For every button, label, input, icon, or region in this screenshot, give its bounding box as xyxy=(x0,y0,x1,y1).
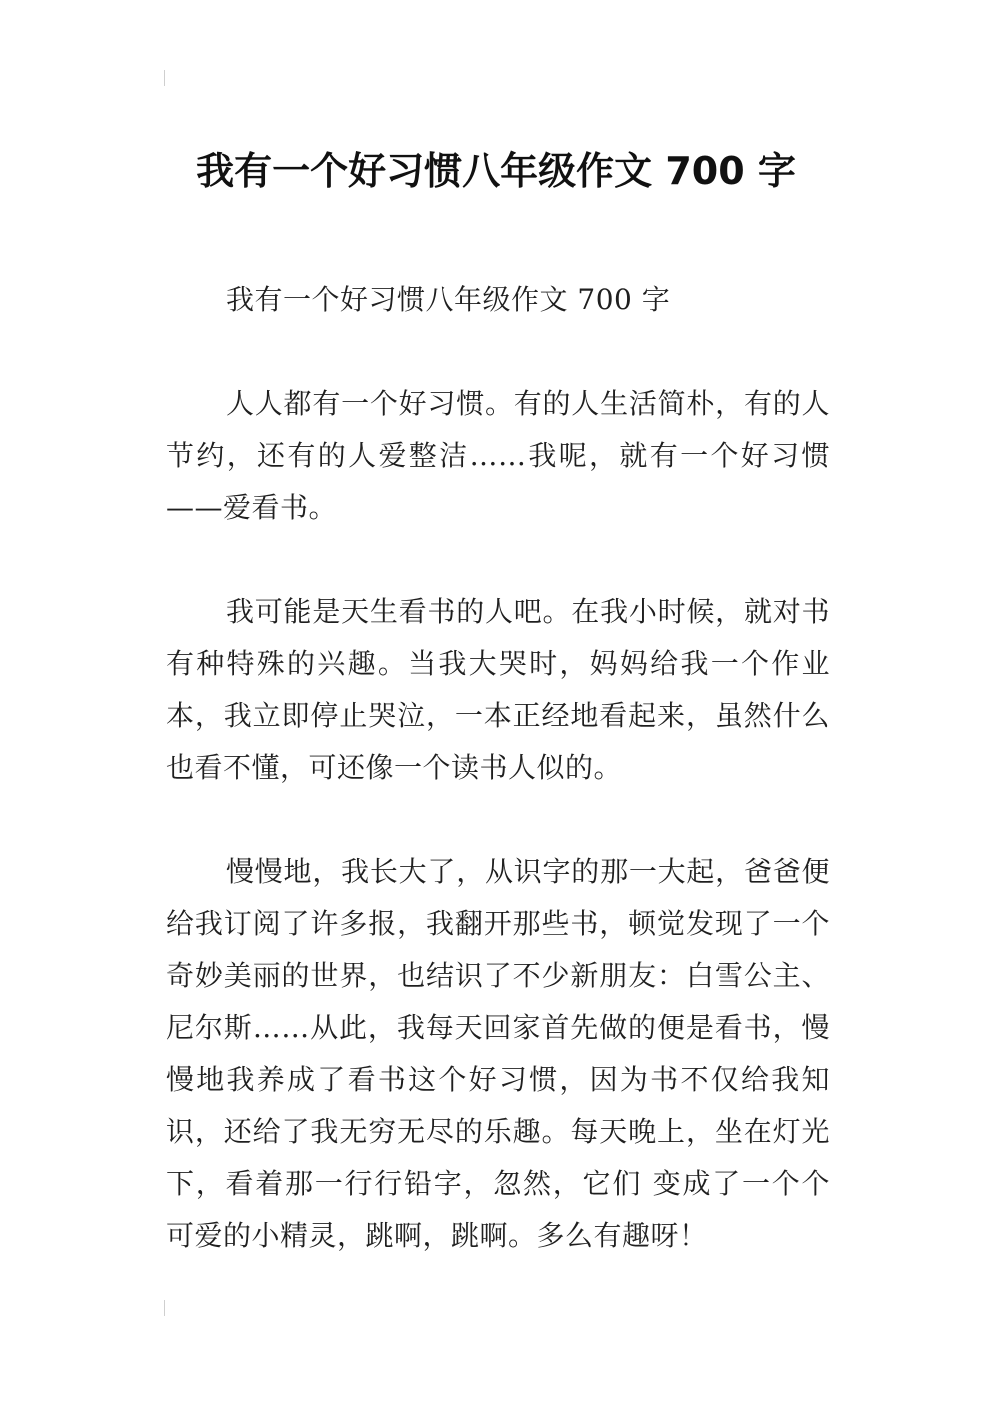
paragraph-2: 我可能是天生看书的人吧。在我小时候，就对书有种特殊的兴趣。当我大哭时，妈妈给我一个作业本，我立即停止哭泣，一本正经地看起来，虽然什么也看不懂，可还像一个读书人似的。 xyxy=(166,595,830,784)
document-title: 我有一个好习惯八年级作文 700 字 xyxy=(196,149,796,194)
paragraph-1: 人人都有一个好习惯。有的人生活简朴，有的人节约，还有的人爱整洁……我呢，就有一个好习惯——爱看书。 xyxy=(166,387,830,524)
paragraph-subtitle: 我有一个好习惯八年级作文 700 字 xyxy=(226,283,671,316)
page-corner-mark-top xyxy=(164,70,165,86)
document-body xyxy=(166,274,830,1262)
page-corner-mark-bottom xyxy=(164,1300,165,1316)
paragraph-3: 慢慢地，我长大了，从识字的那一大起，爸爸便给我订阅了许多报，我翻开那些书，顿觉发现了一个奇妙美丽的世界，也结识了不少新朋友：白雪公主、尼尔斯……从此，我每天回家首先做的便是看书，慢慢地我养成了看书这个好习惯，因为书不仅给我知识，还给了我无穷无尽的乐趣。每天晚上，坐在灯光下，看着那一行行铅字，忽然，它们 变成了一个个可爱的小精灵，跳啊，跳啊。多么有趣呀！ xyxy=(166,855,830,1252)
